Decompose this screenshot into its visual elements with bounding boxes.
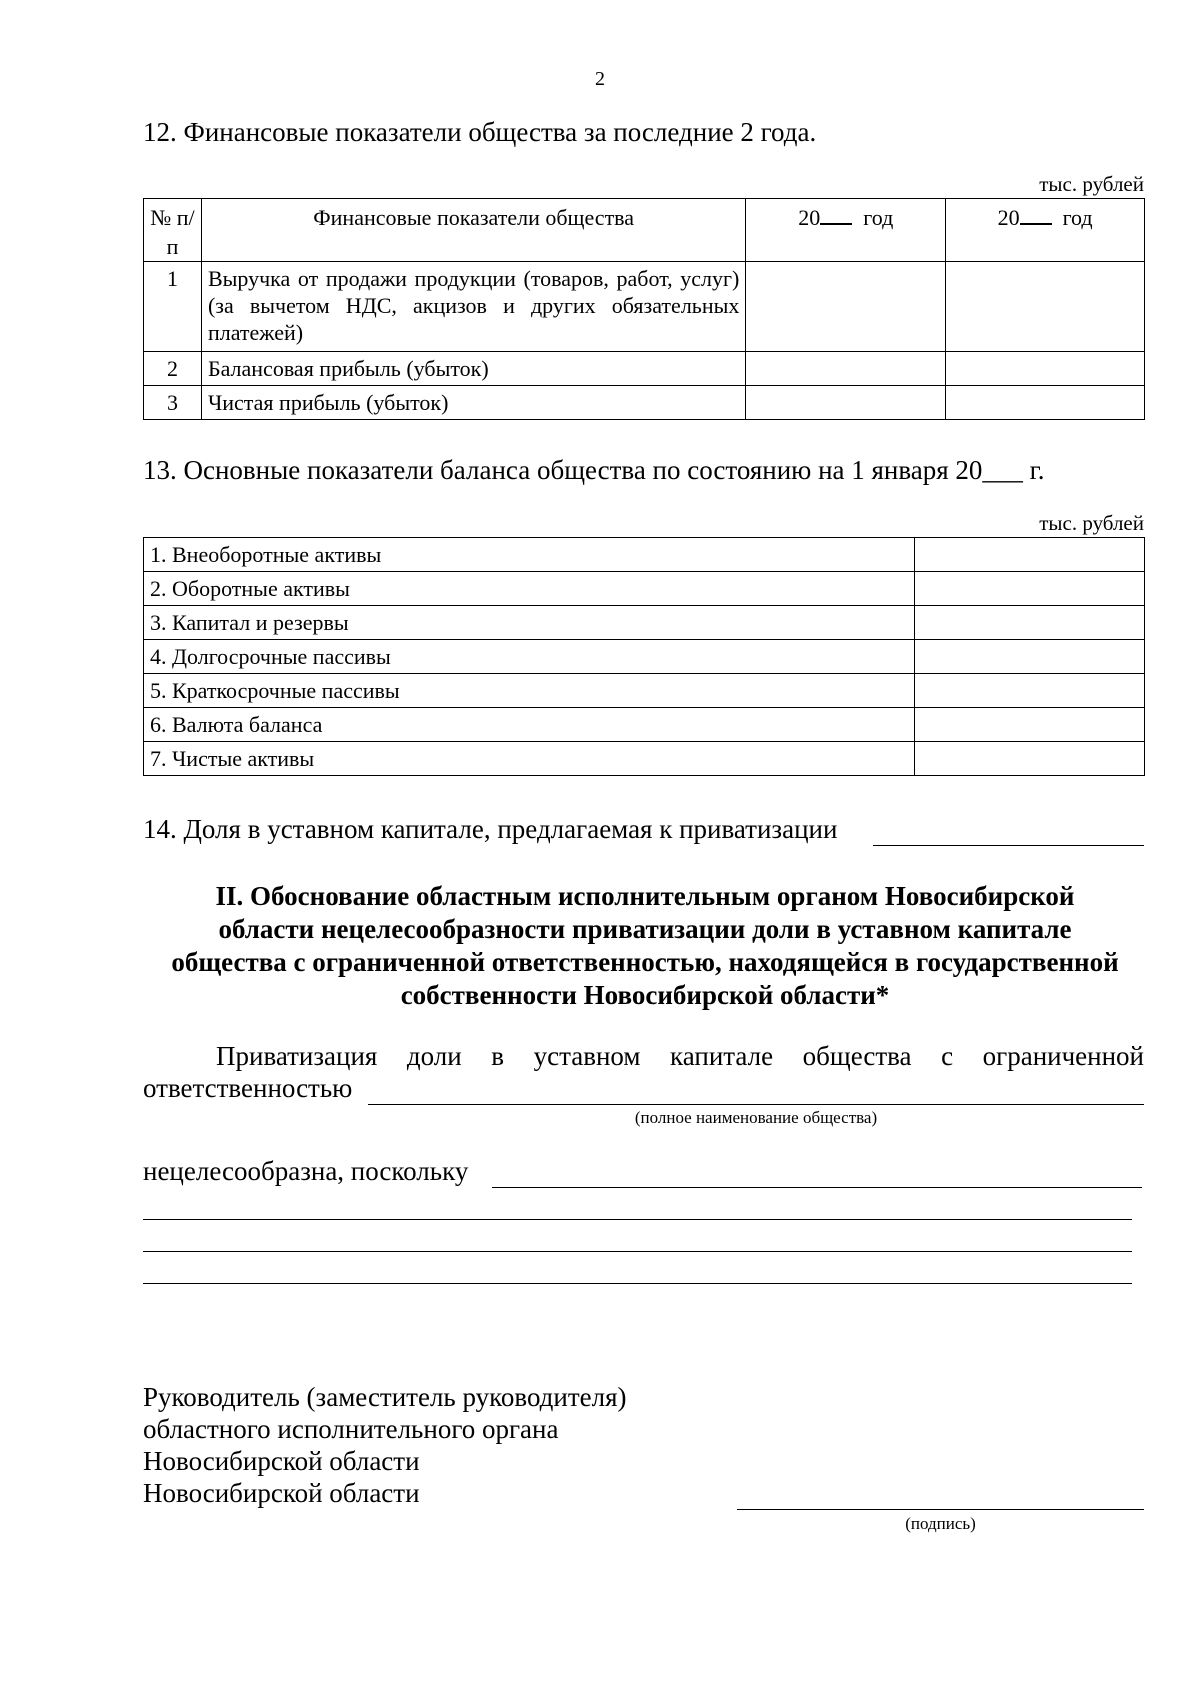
value-cell	[746, 386, 946, 420]
signatory-line: областного исполнительного органа	[143, 1414, 559, 1444]
table-header-row	[144, 199, 1145, 262]
value-cell	[946, 262, 1145, 352]
table-row	[144, 538, 1145, 572]
company-name-line	[368, 1104, 1144, 1105]
col-indicator-header: Финансовые показатели общества	[201, 199, 745, 262]
table-row	[144, 674, 1145, 708]
signatory-line: Руководитель (заместитель руководителя)	[143, 1382, 627, 1412]
table-row	[144, 742, 1145, 776]
row-label: Выручка от продажи продукции (товаров, работ, услуг) (за вычетом НДС, акцизов и других обязательных платежей)	[201, 262, 745, 352]
reason-line	[143, 1283, 1132, 1284]
value-cell	[915, 538, 1145, 572]
year-suffix: год	[1062, 205, 1093, 230]
table-row	[144, 386, 1145, 420]
value-cell	[915, 674, 1145, 708]
value-cell	[915, 640, 1145, 674]
value-cell	[946, 386, 1145, 420]
financial-indicators-table	[143, 198, 1145, 420]
value-cell	[915, 742, 1145, 776]
table-row	[144, 640, 1145, 674]
heading-line: общества с ограниченной ответственностью, находящейся в государственной	[171, 947, 1119, 977]
section-14-label: 14. Доля в уставном капитале, предлагаемая к приватизации	[143, 814, 838, 844]
row-num: 2	[144, 352, 202, 386]
responsibility-label: ответственностью	[143, 1073, 353, 1103]
row-label: 4. Долгосрочные пассивы	[144, 640, 915, 674]
signatory-block	[143, 1381, 627, 1509]
row-label: 6. Валюта баланса	[144, 708, 915, 742]
value-cell	[746, 262, 946, 352]
row-label: 2. Оборотные активы	[144, 572, 915, 606]
page-number: 2	[595, 68, 605, 90]
section-12-heading: 12. Финансовые показатели общества за последние 2 года.	[143, 117, 817, 147]
row-label: Балансовая прибыль (убыток)	[201, 352, 745, 386]
row-num: 1	[144, 262, 202, 352]
year-suffix: год	[863, 205, 894, 230]
row-label: 3. Капитал и резервы	[144, 606, 915, 640]
signature-line	[737, 1509, 1144, 1510]
table-row	[144, 708, 1145, 742]
balance-indicators-table	[143, 537, 1145, 776]
year-blank	[1020, 204, 1052, 225]
col-year-1-header	[746, 199, 946, 262]
reason-line	[492, 1187, 1142, 1188]
value-cell	[946, 352, 1145, 386]
table-row	[144, 606, 1145, 640]
value-cell	[915, 606, 1145, 640]
signatory-line: Новосибирской области	[143, 1446, 420, 1476]
row-label: 5. Краткосрочные пассивы	[144, 674, 915, 708]
heading-line: области нецелесообразности приватизации доли в уставном капитале	[218, 914, 1072, 944]
value-cell	[915, 708, 1145, 742]
heading-line: собственности Новосибирской области*	[400, 980, 890, 1010]
year-blank	[820, 204, 852, 225]
year-prefix: 20	[997, 205, 1020, 230]
heading-line: II. Обоснование областным исполнительным органом Новосибирской	[215, 881, 1075, 911]
signatory-line: Новосибирской области	[143, 1478, 420, 1508]
company-name-caption: (полное наименование общества)	[634, 1108, 878, 1127]
col-year-2-header	[946, 199, 1145, 262]
part-2-heading	[140, 880, 1150, 1012]
col-num-header: № п/п	[144, 199, 202, 262]
row-num: 3	[144, 386, 202, 420]
privatization-paragraph: Приватизация доли в уставном капитале общества с ограниченной	[216, 1041, 1144, 1071]
signature-caption: (подпись)	[905, 1514, 976, 1533]
section-13-heading: 13. Основные показатели баланса общества по состоянию на 1 января 20___ г.	[143, 455, 1045, 485]
share-blank-line	[873, 845, 1144, 846]
value-cell	[915, 572, 1145, 606]
reason-line	[143, 1219, 1132, 1220]
reason-line	[143, 1251, 1132, 1252]
section-13-unit: тыс. рублей	[1039, 511, 1144, 535]
row-label: 1. Внеоборотные активы	[144, 538, 915, 572]
reason-label: нецелесообразна, поскольку	[143, 1156, 469, 1186]
table-row	[144, 572, 1145, 606]
row-label: 7. Чистые активы	[144, 742, 915, 776]
row-label: Чистая прибыль (убыток)	[201, 386, 745, 420]
table-row	[144, 352, 1145, 386]
section-12-unit: тыс. рублей	[1039, 172, 1144, 196]
value-cell	[746, 352, 946, 386]
year-prefix: 20	[798, 205, 821, 230]
table-row	[144, 262, 1145, 352]
